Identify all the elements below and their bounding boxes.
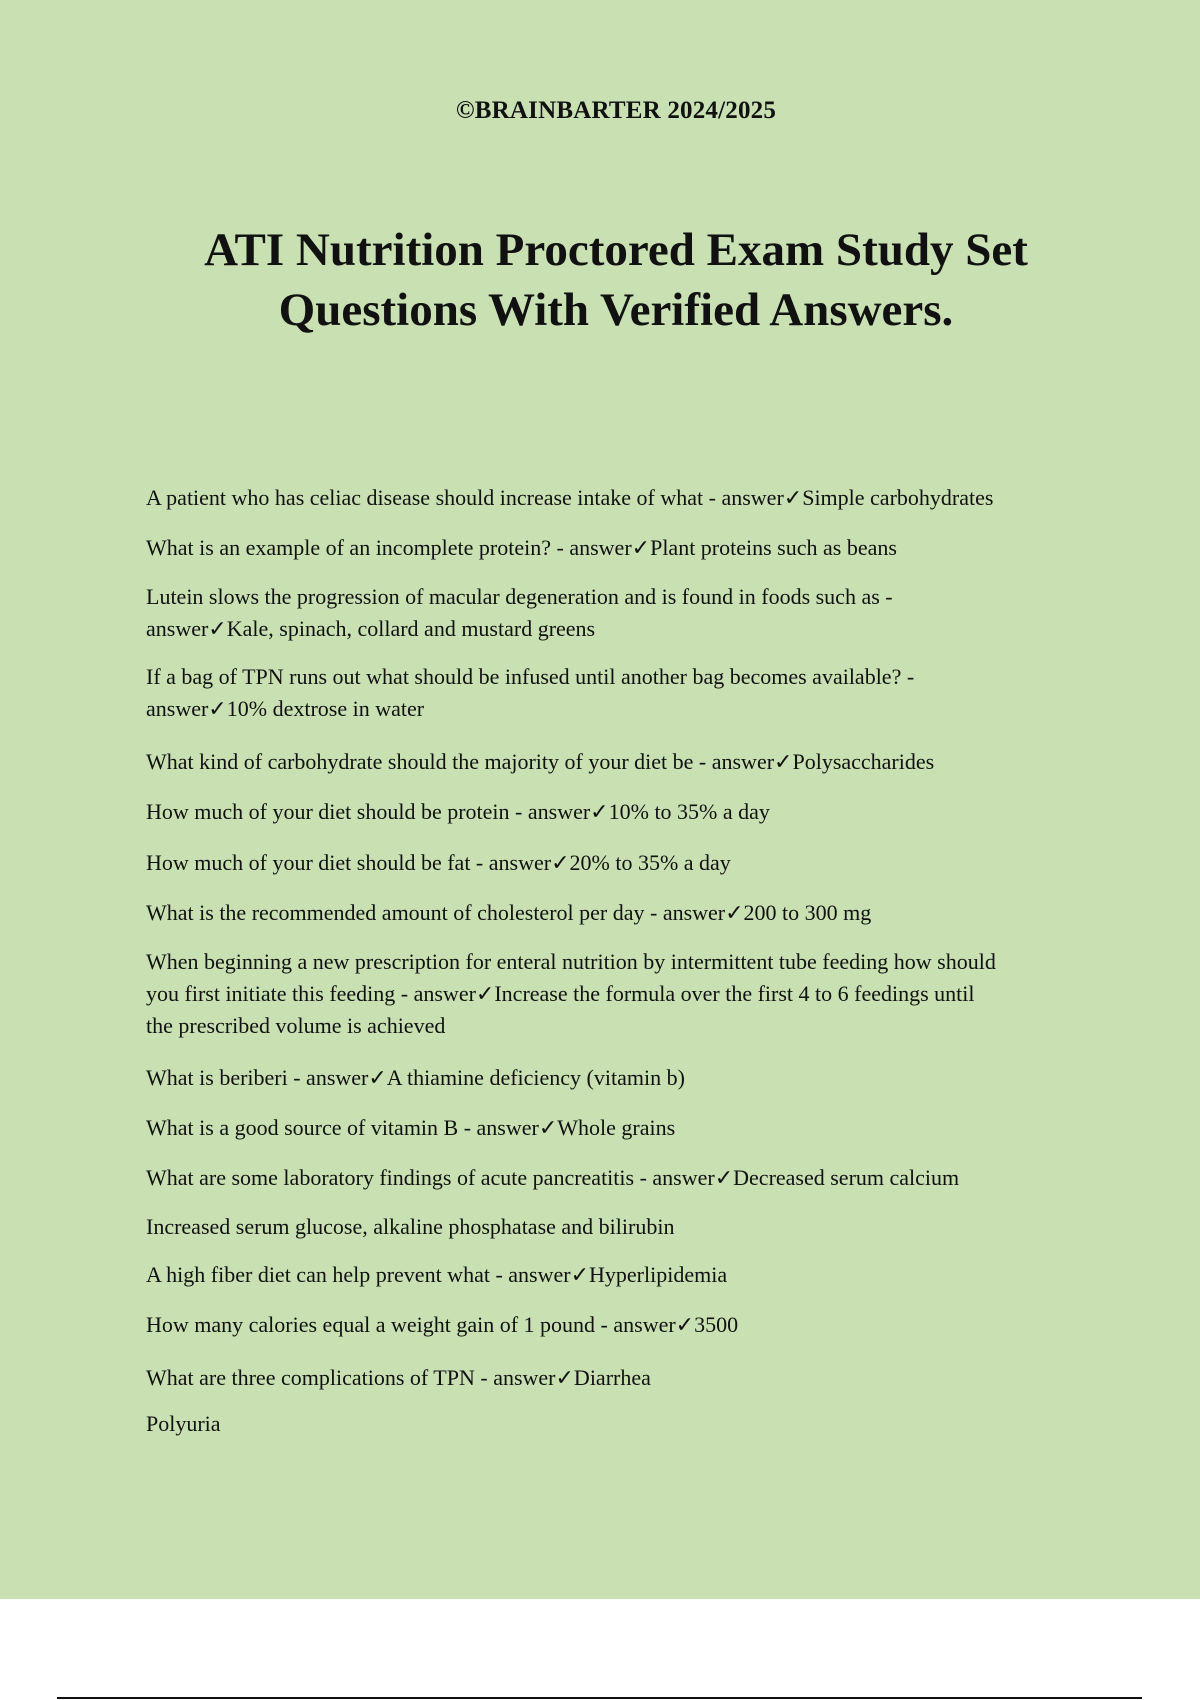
qa-line: Increased serum glucose, alkaline phosphatase and bilirubin [146, 1214, 675, 1239]
qa-line: Lutein slows the progression of macular degeneration and is found in foods such as - [146, 584, 893, 609]
qa-line: you first initiate this feeding - answer✓Increase the formula over the first 4 to 6 feedings until [146, 981, 975, 1006]
qa-line: How much of your diet should be protein - answer✓10% to 35% a day [146, 799, 770, 824]
qa-line: What is beriberi - answer✓A thiamine deficiency (vitamin b) [146, 1065, 685, 1090]
qa-item [146, 532, 1086, 564]
qa-line: What are some laboratory findings of acute pancreatitis - answer✓Decreased serum calcium [146, 1165, 960, 1190]
qa-line: What kind of carbohydrate should the majority of your diet be - answer✓Polysaccharides [146, 749, 935, 774]
qa-item [146, 1162, 1086, 1194]
qa-line: answer✓Kale, spinach, collard and mustard greens [146, 616, 596, 641]
qa-item [146, 482, 1086, 514]
qa-line: What is an example of an incomplete protein? - answer✓Plant proteins such as beans [146, 535, 897, 560]
qa-item [146, 661, 1086, 725]
qa-item [146, 746, 1086, 778]
qa-item [146, 1408, 1086, 1440]
qa-line: If a bag of TPN runs out what should be infused until another bag becomes available? - [146, 664, 915, 689]
qa-line: A patient who has celiac disease should increase intake of what - answer✓Simple carbohydrates [146, 485, 994, 510]
qa-line: What is the recommended amount of cholesterol per day - answer✓200 to 300 mg [146, 900, 872, 925]
qa-item [146, 1259, 1086, 1291]
qa-item [146, 1211, 1086, 1243]
qa-line: A high fiber diet can help prevent what - answer✓Hyperlipidemia [146, 1262, 728, 1287]
qa-item [146, 1309, 1086, 1341]
qa-item [146, 796, 1086, 828]
qa-line: the prescribed volume is achieved [146, 1013, 446, 1038]
qa-line: Polyuria [146, 1411, 221, 1436]
qa-line: How many calories equal a weight gain of 1 pound - answer✓3500 [146, 1312, 739, 1337]
document-title [0, 220, 1200, 340]
qa-item [146, 1062, 1086, 1094]
title-line-2: Questions With Verified Answers. [278, 284, 954, 336]
qa-line: How much of your diet should be fat - answer✓20% to 35% a day [146, 850, 731, 875]
qa-item [146, 581, 1086, 645]
qa-line: What are three complications of TPN - answer✓Diarrhea [146, 1365, 651, 1390]
qa-line: When beginning a new prescription for enteral nutrition by intermittent tube feeding how should [146, 949, 996, 974]
qa-line: answer✓10% dextrose in water [146, 696, 425, 721]
qa-item [146, 946, 1086, 1042]
qa-item [146, 1112, 1086, 1144]
copyright-notice: ©BRAINBARTER 2024/2025 [455, 97, 777, 124]
qa-item [146, 847, 1086, 879]
qa-item [146, 1362, 1086, 1394]
title-line-1: ATI Nutrition Proctored Exam Study Set [204, 224, 1028, 276]
footer-rule [57, 1697, 1142, 1699]
qa-line: What is a good source of vitamin B - answer✓Whole grains [146, 1115, 676, 1140]
qa-item [146, 897, 1086, 929]
